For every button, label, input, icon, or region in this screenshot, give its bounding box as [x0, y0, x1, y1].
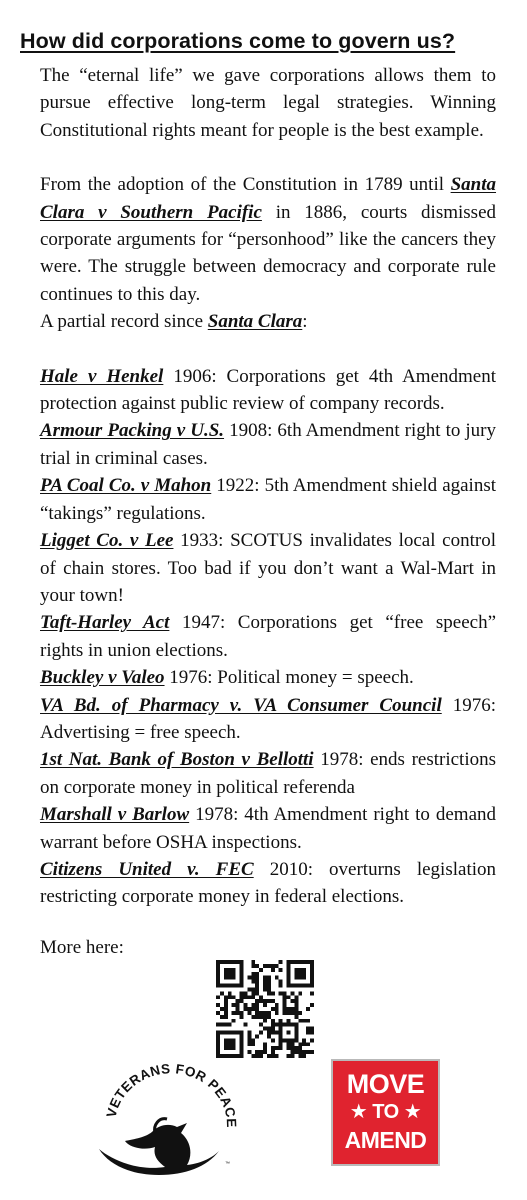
case-name-santa-clara: Santa Clara v Southern Pacific: [40, 174, 497, 223]
case-entry: [40, 609, 496, 664]
case-name-santa-clara-short: Santa Clara: [207, 311, 303, 333]
case-name: 1st Nat. Bank of Boston v Bellotti: [40, 749, 314, 771]
page-title: How did corporations come to govern us?: [20, 29, 456, 53]
mta-line-amend: AMEND: [344, 1127, 427, 1153]
case-name: Taft-Harley Act: [40, 612, 170, 634]
qr-code[interactable]: [215, 960, 315, 1058]
case-description: 1933: SCOTUS invalidates local control of chain stores. Too bad if you don’t want a Wal-Mart in your town!: [40, 530, 496, 606]
case-description: 1978: ends restrictions on corporate money in political referenda: [40, 749, 496, 798]
history-paragraph: [40, 171, 496, 308]
case-description: 1922: 5th Amendment shield against “takings” regulations.: [40, 475, 497, 524]
case-entry: [40, 363, 496, 418]
intro-paragraph: The “eternal life” we gave corporations allows them to pursue effective long-term legal strategies. Winning Constitutional rights meant for people is the best example.: [40, 65, 496, 141]
case-description: 1978: 4th Amendment right to demand warrant before OSHA inspections.: [40, 804, 496, 853]
veterans-for-peace-logo: [95, 1063, 245, 1178]
case-name: Ligget Co. v Lee: [40, 530, 174, 552]
record-intro-suffix: :: [302, 311, 308, 333]
record-intro-text: A partial record since: [40, 311, 204, 333]
case-entry: [40, 527, 496, 609]
mta-line-to: ★ TO ★: [349, 1101, 422, 1123]
case-name: VA Bd. of Pharmacy v. VA Consumer Council: [40, 694, 442, 716]
case-description: 1908: 6th Amendment right to jury trial in criminal cases.: [40, 420, 497, 469]
case-description: 1947: Corporations get “free speech” rights in union elections.: [40, 612, 497, 661]
case-name: Marshall v Barlow: [40, 804, 190, 826]
case-entry: [40, 746, 496, 801]
vfp-arc-text: VETERANS FOR PEACE: [103, 1063, 240, 1129]
case-entry: [40, 664, 496, 691]
history-text-end: in 1886, courts dismissed corporate arguments for “personhood” like the cancers they were. The struggle between democracy and corporate rule continues to this day.: [40, 201, 497, 305]
record-intro: [40, 308, 496, 335]
mta-line-move: MOVE: [346, 1069, 425, 1099]
flyer-body: [40, 62, 496, 911]
case-entry: [40, 801, 496, 856]
case-entry: [40, 417, 496, 472]
case-name: Buckley v Valeo: [40, 667, 165, 689]
move-to-amend-logo: [331, 1059, 440, 1166]
case-description: 1976: Political money = speech.: [169, 667, 414, 689]
case-entry: [40, 692, 496, 747]
case-name: Citizens United v. FEC: [40, 858, 254, 880]
case-name: Armour Packing v U.S.: [40, 420, 225, 442]
case-entry: [40, 856, 496, 911]
case-name: Hale v Henkel: [40, 365, 164, 387]
case-name: PA Coal Co. v Mahon: [40, 475, 212, 497]
more-here-label: More here:: [40, 937, 124, 958]
case-description: 2010: overturns legislation restricting corporate money in federal elections.: [40, 858, 497, 908]
case-description: 1906: Corporations get 4th Amendment protection against public review of company records.: [40, 365, 497, 415]
svg-text:™: ™: [225, 1161, 230, 1167]
case-entry: [40, 472, 496, 527]
case-description: 1976: Advertising = free speech.: [40, 694, 497, 743]
history-text-start: From the adoption of the Constitution in 1789 until: [40, 174, 445, 196]
